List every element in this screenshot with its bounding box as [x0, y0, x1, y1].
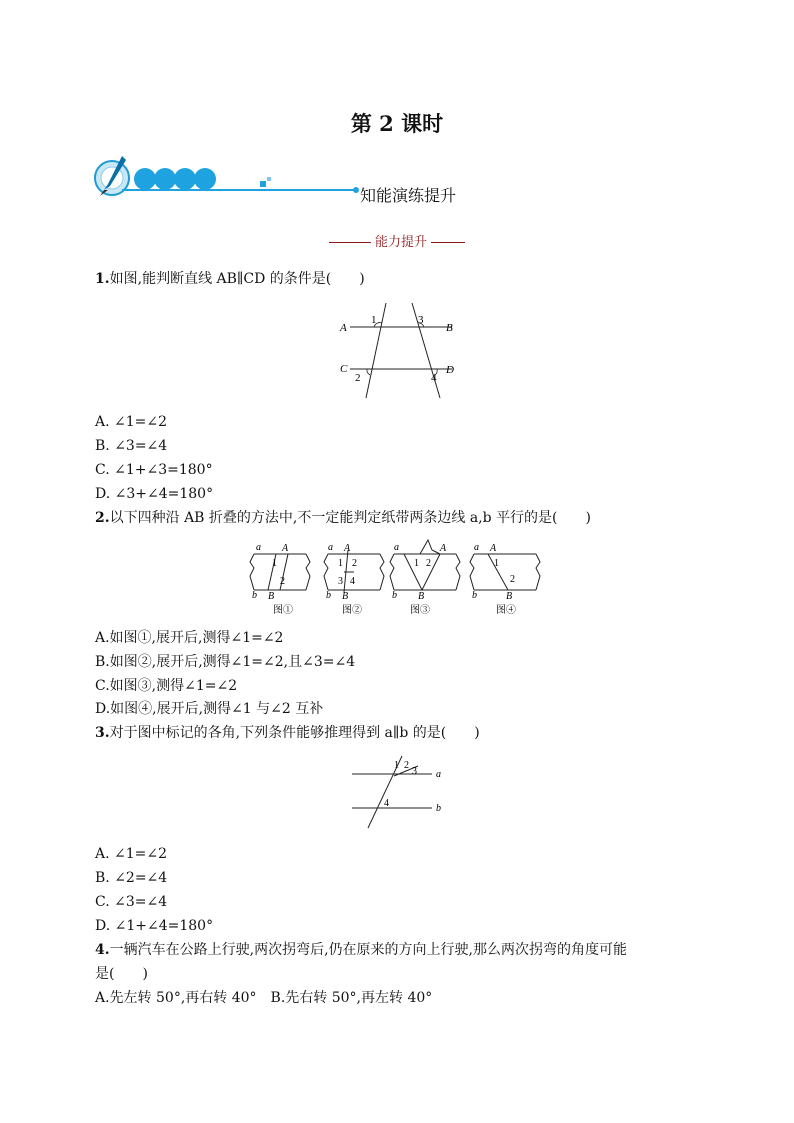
question-stem: 以下四种沿 AB 折叠的方法中,不一定能判定纸带两条边线 a,b 平行的是( ): [109, 510, 591, 526]
label-C: C: [340, 363, 348, 375]
banner-dot: [134, 168, 156, 190]
q3-option-d: D. ∠1+∠4=180°: [95, 918, 214, 934]
svg-text:B: B: [418, 591, 425, 602]
q3-option-c: C. ∠3=∠4: [95, 894, 168, 910]
q2-figure-4: [470, 542, 540, 616]
q1-figure: [330, 298, 470, 400]
question-number: 2.: [95, 510, 110, 526]
label-B: B: [446, 322, 453, 334]
svg-text:b: b: [472, 590, 477, 601]
angle-1: 1: [394, 760, 399, 771]
svg-text:2: 2: [280, 576, 285, 587]
q2-option-b: B.如图②,展开后,测得∠1=∠2,且∠3=∠4: [95, 654, 356, 670]
q3-option-b: B. ∠2=∠4: [95, 870, 168, 886]
svg-text:1: 1: [272, 558, 277, 569]
question-2: [95, 509, 591, 527]
question-1: [95, 270, 365, 288]
question-number: 1.: [95, 271, 110, 287]
svg-text:2: 2: [510, 574, 515, 585]
svg-text:2: 2: [352, 558, 357, 569]
q2-figures: [244, 536, 554, 618]
svg-text:b: b: [326, 590, 331, 601]
svg-text:B: B: [268, 591, 275, 602]
label-A: A: [340, 322, 347, 334]
section-label: 能力提升: [374, 235, 427, 250]
q3-option-a: A. ∠1=∠2: [95, 846, 168, 862]
svg-text:A: A: [490, 543, 497, 554]
banner-dot: [154, 168, 176, 190]
figure-caption: 图④: [496, 605, 516, 616]
svg-text:B: B: [342, 591, 349, 602]
q1-option-d: D. ∠3+∠4=180°: [95, 486, 214, 502]
svg-text:b: b: [252, 590, 257, 601]
q4-options: A.先左转 50°,再右转 40° B.先右转 50°,再左转 40°: [95, 990, 433, 1006]
banner-square: [260, 181, 266, 187]
question-number: 4.: [95, 942, 110, 958]
banner-dot: [174, 168, 196, 190]
q2-figure-3: [390, 540, 460, 616]
question-stem: 一辆汽车在公路上行驶,两次拐弯后,仍在原来的方向上行驶,那么两次拐弯的角度可能: [109, 942, 627, 958]
banner-label: 知能演练提升: [360, 186, 457, 205]
question-number: 3.: [95, 725, 110, 741]
q2-option-a: A.如图①,展开后,测得∠1=∠2: [95, 630, 284, 646]
question-stem: 如图,能判断直线 AB∥CD 的条件是( ): [109, 271, 365, 287]
page-title: 第 2 课时: [350, 111, 444, 136]
svg-text:1: 1: [494, 558, 499, 569]
q2-figure-2: [324, 542, 384, 616]
section-heading: [0, 231, 794, 250]
angle-4: 4: [384, 798, 389, 809]
figure-caption: 图③: [410, 605, 430, 616]
svg-text:4: 4: [350, 576, 355, 587]
q1-option-c: C. ∠1+∠3=180°: [95, 462, 213, 478]
svg-text:3: 3: [338, 576, 343, 587]
angle-2: 2: [404, 760, 409, 771]
angle-3: 3: [412, 766, 417, 777]
svg-text:a: a: [474, 542, 479, 553]
label-a: a: [436, 769, 441, 780]
svg-text:2: 2: [426, 558, 431, 569]
q1-option-b: B. ∠3=∠4: [95, 438, 168, 454]
angle-2: 2: [355, 372, 361, 384]
question-4: [95, 941, 627, 959]
q1-option-a: A. ∠1=∠2: [95, 414, 168, 430]
svg-text:A: A: [344, 543, 351, 554]
svg-text:b: b: [392, 590, 397, 601]
angle-4: 4: [431, 372, 437, 384]
banner-dot: [194, 168, 216, 190]
svg-text:A: A: [440, 543, 447, 554]
svg-text:a: a: [328, 542, 333, 553]
figure-caption: 图①: [273, 605, 293, 616]
figure-caption: 图②: [342, 605, 362, 616]
svg-text:B: B: [506, 591, 513, 602]
q2-option-d: D.如图④,展开后,测得∠1 与∠2 互补: [95, 701, 324, 717]
q3-figure: [346, 752, 456, 832]
svg-text:a: a: [394, 542, 399, 553]
banner-end-dot: [353, 187, 359, 193]
banner-square: [267, 177, 271, 181]
question-4-continued: 是( ): [95, 966, 148, 982]
label-b: b: [436, 803, 441, 814]
angle-1: 1: [371, 314, 377, 326]
svg-text:1: 1: [338, 558, 343, 569]
q2-option-c: C.如图③,测得∠1=∠2: [95, 678, 238, 694]
question-3: [95, 724, 480, 742]
label-D: D: [446, 364, 454, 376]
question-stem: 对于图中标记的各角,下列条件能够推理得到 a∥b 的是( ): [109, 725, 480, 741]
angle-3: 3: [418, 314, 424, 326]
svg-text:A: A: [282, 543, 289, 554]
svg-text:a: a: [256, 542, 261, 553]
svg-text:1: 1: [414, 558, 419, 569]
q2-figure-1: [250, 542, 310, 616]
